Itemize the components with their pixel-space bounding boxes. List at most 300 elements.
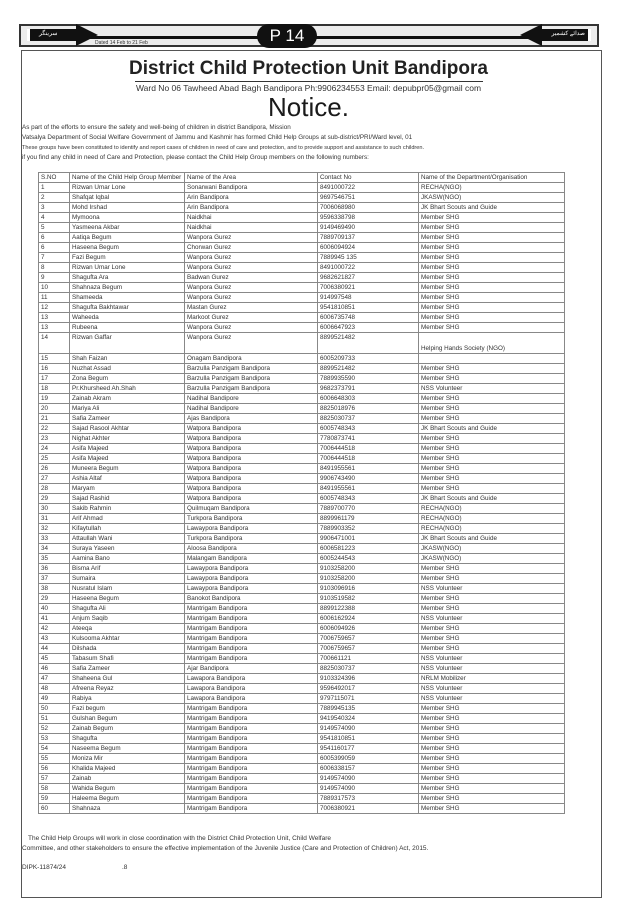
cell-sno: 45	[39, 654, 70, 664]
cell-member-name: Rizwan Umar Lone	[70, 263, 185, 273]
cell-contact: 8899961179	[318, 514, 419, 524]
cell-department: JK Bhart Scouts and Guide	[419, 203, 565, 213]
table-row	[39, 564, 565, 574]
cell-sno: 2	[39, 193, 70, 203]
cell-contact: 6006338157	[318, 764, 419, 774]
table-row	[39, 424, 565, 434]
cell-member-name: Fazi Begum	[70, 253, 185, 263]
cell-sno: 38	[39, 584, 70, 594]
cell-contact: 6006094924	[318, 243, 419, 253]
cell-contact: 6005748343	[318, 424, 419, 434]
col-contact: Contact No	[318, 173, 419, 183]
cell-contact: 8899521482	[318, 364, 419, 374]
cell-member-name: Gulshan Begum	[70, 714, 185, 724]
table-row	[39, 494, 565, 504]
cell-contact: 9697546751	[318, 193, 419, 203]
cell-member-name: Khalida Majeed	[70, 764, 185, 774]
cell-sno: 58	[39, 784, 70, 794]
cell-sno: 29	[39, 594, 70, 604]
cell-area: Mantrigam Bandipora	[185, 734, 318, 744]
cell-sno: 22	[39, 424, 70, 434]
footer-line: Committee, and other stakeholders to ensure the effective implementation of the Juvenile Justice (Care and Protection of Children) Act, 2015.	[22, 845, 429, 852]
cell-member-name: Nuzhat Assad	[70, 364, 185, 374]
cell-department: Member SHG	[419, 364, 565, 374]
cell-sno: 24	[39, 444, 70, 454]
table-row	[39, 704, 565, 714]
cell-area: Wanpora Gurez	[185, 283, 318, 293]
cell-area: Watpora Bandipora	[185, 434, 318, 444]
cell-contact: 9149574090	[318, 724, 419, 734]
cell-member-name: Shagufta	[70, 734, 185, 744]
cell-contact: 9596492017	[318, 684, 419, 694]
cell-sno: 42	[39, 624, 70, 634]
table-row	[39, 183, 565, 193]
cell-area: Nadihal Bandipore	[185, 394, 318, 404]
cell-member-name: Mymoona	[70, 213, 185, 223]
table-row	[39, 283, 565, 293]
cell-sno: 55	[39, 754, 70, 764]
cell-member-name: Sumaira	[70, 574, 185, 584]
table-row	[39, 554, 565, 564]
cell-member-name: Asifa Majeed	[70, 444, 185, 454]
cell-department: Member SHG	[419, 484, 565, 494]
cell-department: Member SHG	[419, 744, 565, 754]
cell-contact: 9103324396	[318, 674, 419, 684]
cell-contact: 8825030737	[318, 414, 419, 424]
cell-area: Mantrigam Bandipora	[185, 704, 318, 714]
cell-department: Member SHG	[419, 474, 565, 484]
cell-sno: 23	[39, 434, 70, 444]
cell-department: Member SHG	[419, 323, 565, 333]
col-sno: S.NO	[39, 173, 70, 183]
notice-heading: Notice.	[268, 92, 349, 122]
cell-contact: 6005748343	[318, 494, 419, 504]
cell-member-name: Bisma Arif	[70, 564, 185, 574]
dated-text: Dated 14 Feb to 21 Feb	[95, 40, 148, 46]
cell-area: Aloosa Bandipora	[185, 544, 318, 554]
cell-sno: 33	[39, 534, 70, 544]
child-help-group-table	[38, 172, 565, 814]
cell-department: RECHA(NGO)	[419, 524, 565, 534]
cell-contact: 9149574090	[318, 774, 419, 784]
cell-sno: 1	[39, 183, 70, 193]
cell-area: Mantrigam Bandipora	[185, 604, 318, 614]
cell-sno: 13	[39, 323, 70, 333]
cell-area: Lawapora Bandipora	[185, 674, 318, 684]
table-row	[39, 323, 565, 333]
cell-area: Ajar Bandipora	[185, 664, 318, 674]
cell-department: Member SHG	[419, 734, 565, 744]
cell-department: Member SHG	[419, 374, 565, 384]
cell-area: Barzulla Panzigam Bandipora	[185, 364, 318, 374]
table-row	[39, 514, 565, 524]
cell-sno: 50	[39, 704, 70, 714]
cell-sno: 36	[39, 564, 70, 574]
cell-area: Arin Bandipora	[185, 193, 318, 203]
cell-contact: 8825030737	[318, 664, 419, 674]
cell-contact: 7889945 135	[318, 253, 419, 263]
cell-area: Lawapora Bandipora	[185, 694, 318, 704]
cell-member-name: Safia Zameer	[70, 664, 185, 674]
cell-department: Helping Hands Society (NGO)	[419, 333, 565, 354]
cell-sno: 32	[39, 524, 70, 534]
cell-sno: 29	[39, 494, 70, 504]
cell-sno: 60	[39, 804, 70, 814]
cell-member-name: Nighat Akhter	[70, 434, 185, 444]
cell-contact: 8899521482	[318, 333, 419, 354]
cell-department: NRLM Mobilizer	[419, 674, 565, 684]
cell-member-name: Moniza Mir	[70, 754, 185, 764]
table-row	[39, 454, 565, 464]
cell-area: Wanpora Gurez	[185, 253, 318, 263]
cell-contact: 9541160177	[318, 744, 419, 754]
cell-sno: 8	[39, 263, 70, 273]
cell-department: Member SHG	[419, 243, 565, 253]
cell-contact: 7889700770	[318, 504, 419, 514]
cell-area: Barzulla Panzigam Bandipora	[185, 374, 318, 384]
cell-department: Member SHG	[419, 414, 565, 424]
table-row	[39, 313, 565, 323]
cell-contact: 9541810851	[318, 734, 419, 744]
cell-sno: 34	[39, 544, 70, 554]
cell-area: Lawapora Bandipora	[185, 684, 318, 694]
table-row	[39, 764, 565, 774]
table-row	[39, 644, 565, 654]
cell-contact: 9103258200	[318, 564, 419, 574]
cell-member-name: Zainab Begum	[70, 724, 185, 734]
intro-paragraph	[22, 123, 424, 163]
cell-contact: 7889317573	[318, 794, 419, 804]
cell-member-name: Kulsooma Akhtar	[70, 634, 185, 644]
cell-area: Watpora Bandipora	[185, 494, 318, 504]
cell-sno: 10	[39, 283, 70, 293]
cell-department: Member SHG	[419, 434, 565, 444]
cell-sno: 26	[39, 464, 70, 474]
table-row	[39, 384, 565, 394]
footer-text	[22, 834, 428, 854]
table-row	[39, 794, 565, 804]
cell-department: NSS Volunteer	[419, 614, 565, 624]
cell-member-name: Muneera Begum	[70, 464, 185, 474]
table-row	[39, 674, 565, 684]
table-row	[39, 364, 565, 374]
title-underline	[135, 81, 483, 82]
cell-member-name: Naseema Begum	[70, 744, 185, 754]
cell-area: Arin Bandipora	[185, 203, 318, 213]
cell-sno: 21	[39, 414, 70, 424]
cell-department: JKASW(NGO)	[419, 544, 565, 554]
cell-contact: 8491000722	[318, 263, 419, 273]
cell-department: RECHA(NGO)	[419, 514, 565, 524]
cell-department: Member SHG	[419, 454, 565, 464]
col-area: Name of the Area	[185, 173, 318, 183]
cell-department: Member SHG	[419, 704, 565, 714]
cell-area: Chorwan Gurez	[185, 243, 318, 253]
cell-member-name: Sajad Rashid	[70, 494, 185, 504]
cell-department: Member SHG	[419, 794, 565, 804]
cell-department: Member SHG	[419, 233, 565, 243]
table-row	[39, 223, 565, 233]
col-department: Name of the Department/Organisation	[419, 173, 565, 183]
table-row	[39, 714, 565, 724]
cell-sno: 31	[39, 514, 70, 524]
cell-sno: 5	[39, 223, 70, 233]
cell-member-name: Wahida Begum	[70, 784, 185, 794]
cell-department: Member SHG	[419, 764, 565, 774]
cell-contact: 7889709137	[318, 233, 419, 243]
intro-line: if you find any child in need of Care and Protection, please contact the Child Help Group members on the following numbers:	[22, 154, 369, 161]
cell-member-name: Haleema Begum	[70, 794, 185, 804]
cell-department: Member SHG	[419, 464, 565, 474]
cell-department: NSS Volunteer	[419, 684, 565, 694]
cell-area: Mantrigam Bandipora	[185, 784, 318, 794]
cell-department: Member SHG	[419, 313, 565, 323]
cell-contact: 914997548	[318, 293, 419, 303]
cell-member-name: Arif Ahmad	[70, 514, 185, 524]
cell-sno: 56	[39, 764, 70, 774]
table-row	[39, 404, 565, 414]
table-row	[39, 774, 565, 784]
cell-sno: 11	[39, 293, 70, 303]
cell-member-name: Shaheena Gul	[70, 674, 185, 684]
table-row	[39, 544, 565, 554]
cell-contact: 9103096916	[318, 584, 419, 594]
cell-contact: 700661121	[318, 654, 419, 664]
table-row	[39, 734, 565, 744]
cell-sno: 30	[39, 504, 70, 514]
cell-sno: 35	[39, 554, 70, 564]
page-title: District Child Protection Unit Bandipora	[129, 58, 488, 79]
cell-department	[419, 354, 565, 364]
cell-department: Member SHG	[419, 564, 565, 574]
cell-department: Member SHG	[419, 804, 565, 814]
table-row	[39, 784, 565, 794]
cell-contact: 8491955561	[318, 464, 419, 474]
cell-sno: 52	[39, 724, 70, 734]
table-row	[39, 333, 565, 354]
cell-sno: 6	[39, 243, 70, 253]
cell-contact: 7006759657	[318, 634, 419, 644]
cell-member-name: Sajad Rasool Akhtar	[70, 424, 185, 434]
cell-contact: 7006759657	[318, 644, 419, 654]
masthead-urdu-right: صدائے کشمیر	[551, 31, 585, 37]
cell-department: RECHA(NGO)	[419, 504, 565, 514]
footer-line: The Child Help Groups will work in close coordination with the District Child Protection Unit, Child Welfare	[28, 835, 331, 842]
cell-sno: 15	[39, 354, 70, 364]
cell-area: Quilmuqam Bandipora	[185, 504, 318, 514]
cell-sno: 41	[39, 614, 70, 624]
cell-member-name: Shagufta Ali	[70, 604, 185, 614]
cell-member-name: Shahnaza Begum	[70, 283, 185, 293]
cell-sno: 25	[39, 454, 70, 464]
cell-department: Member SHG	[419, 404, 565, 414]
cell-department: RECHA(NGO)	[419, 183, 565, 193]
table-row	[39, 233, 565, 243]
cell-member-name: Zainab Akram	[70, 394, 185, 404]
cell-contact: 6005209733	[318, 354, 419, 364]
cell-department: Member SHG	[419, 263, 565, 273]
table-row	[39, 634, 565, 644]
cell-sno: 19	[39, 394, 70, 404]
cell-member-name: Maryam	[70, 484, 185, 494]
cell-member-name: Kifaytullah	[70, 524, 185, 534]
cell-contact: 7006068980	[318, 203, 419, 213]
table-row	[39, 474, 565, 484]
cell-contact: 9797115071	[318, 694, 419, 704]
cell-area: Ajas Bandipora	[185, 414, 318, 424]
cell-member-name: Fazi begum	[70, 704, 185, 714]
cell-member-name: Aamina Bano	[70, 554, 185, 564]
cell-member-name: Tabasum Shafi	[70, 654, 185, 664]
cell-contact: 9419540324	[318, 714, 419, 724]
cell-area: Malangam Bandipora	[185, 554, 318, 564]
cell-member-name: Zona Begum	[70, 374, 185, 384]
table-row	[39, 624, 565, 634]
cell-area: Onagam Bandipora	[185, 354, 318, 364]
table-row	[39, 804, 565, 814]
cell-member-name: Safia Zameer	[70, 414, 185, 424]
table-row	[39, 414, 565, 424]
cell-area: Lawaypora Bandipora	[185, 564, 318, 574]
cell-area: Wanpora Gurez	[185, 333, 318, 354]
cell-contact: 6005244543	[318, 554, 419, 564]
cell-contact: 9103519582	[318, 594, 419, 604]
cell-contact: 6006162924	[318, 614, 419, 624]
table-row	[39, 253, 565, 263]
cell-contact: 6006581223	[318, 544, 419, 554]
cell-contact: 7006444518	[318, 444, 419, 454]
cell-member-name: Shahnaza	[70, 804, 185, 814]
cell-department: NSS Volunteer	[419, 694, 565, 704]
cell-member-name: Dilshada	[70, 644, 185, 654]
reference-suffix: .8	[122, 864, 128, 871]
cell-contact: 9541810851	[318, 303, 419, 313]
cell-area: Watpora Bandipora	[185, 444, 318, 454]
cell-sno: 12	[39, 303, 70, 313]
cell-sno: 7	[39, 253, 70, 263]
cell-department: Member SHG	[419, 784, 565, 794]
cell-area: Sonarwani Bandipora	[185, 183, 318, 193]
cell-member-name: Shafqat Iqbal	[70, 193, 185, 203]
cell-department: Member SHG	[419, 444, 565, 454]
cell-area: Turkpora Bandipora	[185, 534, 318, 544]
cell-area: Turkpora Bandipora	[185, 514, 318, 524]
table-row	[39, 684, 565, 694]
table-header-row	[39, 173, 565, 183]
cell-contact: 7006380921	[318, 804, 419, 814]
cell-contact: 9682621827	[318, 273, 419, 283]
masthead-urdu-left: سرینگر	[39, 31, 58, 37]
cell-sno: 53	[39, 734, 70, 744]
cell-area: Badwan Gurez	[185, 273, 318, 283]
cell-department: Member SHG	[419, 624, 565, 634]
table-row	[39, 614, 565, 624]
cell-member-name: Ashia Altaf	[70, 474, 185, 484]
cell-sno: 13	[39, 313, 70, 323]
cell-department: JKASW(NGO)	[419, 554, 565, 564]
cell-member-name: Shah Faizan	[70, 354, 185, 364]
table-row	[39, 504, 565, 514]
cell-area: Mantrigam Bandipora	[185, 624, 318, 634]
cell-sno: 46	[39, 664, 70, 674]
table-row	[39, 754, 565, 764]
table-row	[39, 594, 565, 604]
cell-area: Mantrigam Bandipora	[185, 774, 318, 784]
table-row	[39, 374, 565, 384]
cell-member-name: Ateeqa	[70, 624, 185, 634]
cell-area: Mantrigam Bandipora	[185, 714, 318, 724]
cell-member-name: Haseena Begum	[70, 243, 185, 253]
cell-member-name: Haseena Begum	[70, 594, 185, 604]
cell-sno: 9	[39, 273, 70, 283]
cell-member-name: Sakib Rahmin	[70, 504, 185, 514]
table-row	[39, 524, 565, 534]
cell-department: NSS Volunteer	[419, 584, 565, 594]
cell-department: Member SHG	[419, 604, 565, 614]
cell-sno: 3	[39, 203, 70, 213]
cell-area: Mantrigam Bandipora	[185, 794, 318, 804]
cell-contact: 8825018976	[318, 404, 419, 414]
cell-sno: 59	[39, 794, 70, 804]
cell-member-name: Shagufta Ara	[70, 273, 185, 283]
cell-department: Member SHG	[419, 574, 565, 584]
cell-area: Mantrigam Bandipora	[185, 634, 318, 644]
cell-area: Lawaypora Bandipora	[185, 574, 318, 584]
table-row	[39, 694, 565, 704]
cell-member-name: Suraya Yaseen	[70, 544, 185, 554]
cell-sno: 48	[39, 684, 70, 694]
cell-contact: 9906471001	[318, 534, 419, 544]
cell-area: Wanpora Gurez	[185, 233, 318, 243]
table-row	[39, 724, 565, 734]
table-row	[39, 213, 565, 223]
table-row	[39, 604, 565, 614]
cell-sno: 27	[39, 474, 70, 484]
cell-contact: 7006380921	[318, 283, 419, 293]
table-row	[39, 273, 565, 283]
page-number-badge: P 14	[257, 24, 317, 48]
table-row	[39, 584, 565, 594]
cell-member-name: Waheeda	[70, 313, 185, 323]
cell-department: Member SHG	[419, 724, 565, 734]
cell-department: JK Bhart Scouts and Guide	[419, 424, 565, 434]
cell-department: Member SHG	[419, 253, 565, 263]
cell-area: Lawaypora Bandipora	[185, 584, 318, 594]
cell-department: JKASW(NGO)	[419, 193, 565, 203]
cell-area: Mantrigam Bandipora	[185, 724, 318, 734]
cell-sno: 40	[39, 604, 70, 614]
table-row	[39, 664, 565, 674]
reference-number: DIPK-11874/24	[22, 864, 66, 871]
table-row	[39, 293, 565, 303]
cell-sno: 57	[39, 774, 70, 784]
cell-area: Watpora Bandipora	[185, 424, 318, 434]
table-row	[39, 444, 565, 454]
cell-member-name: Rizwan Gaffar	[70, 333, 185, 354]
cell-sno: 51	[39, 714, 70, 724]
cell-sno: 6	[39, 233, 70, 243]
col-member-name: Name of the Child Help Group Member	[70, 173, 185, 183]
cell-contact: 8899122388	[318, 604, 419, 614]
address-line: Ward No 06 Tawheed Abad Bagh Bandipora Ph:9906234553 Email: depubpr05@gmail com	[135, 83, 482, 93]
cell-department: Member SHG	[419, 213, 565, 223]
cell-area: Watpora Bandipora	[185, 464, 318, 474]
cell-contact: 6006094926	[318, 624, 419, 634]
table-row	[39, 534, 565, 544]
table-row	[39, 303, 565, 313]
cell-department: NSS Volunteer	[419, 654, 565, 664]
cell-area: Wanpora Gurez	[185, 323, 318, 333]
